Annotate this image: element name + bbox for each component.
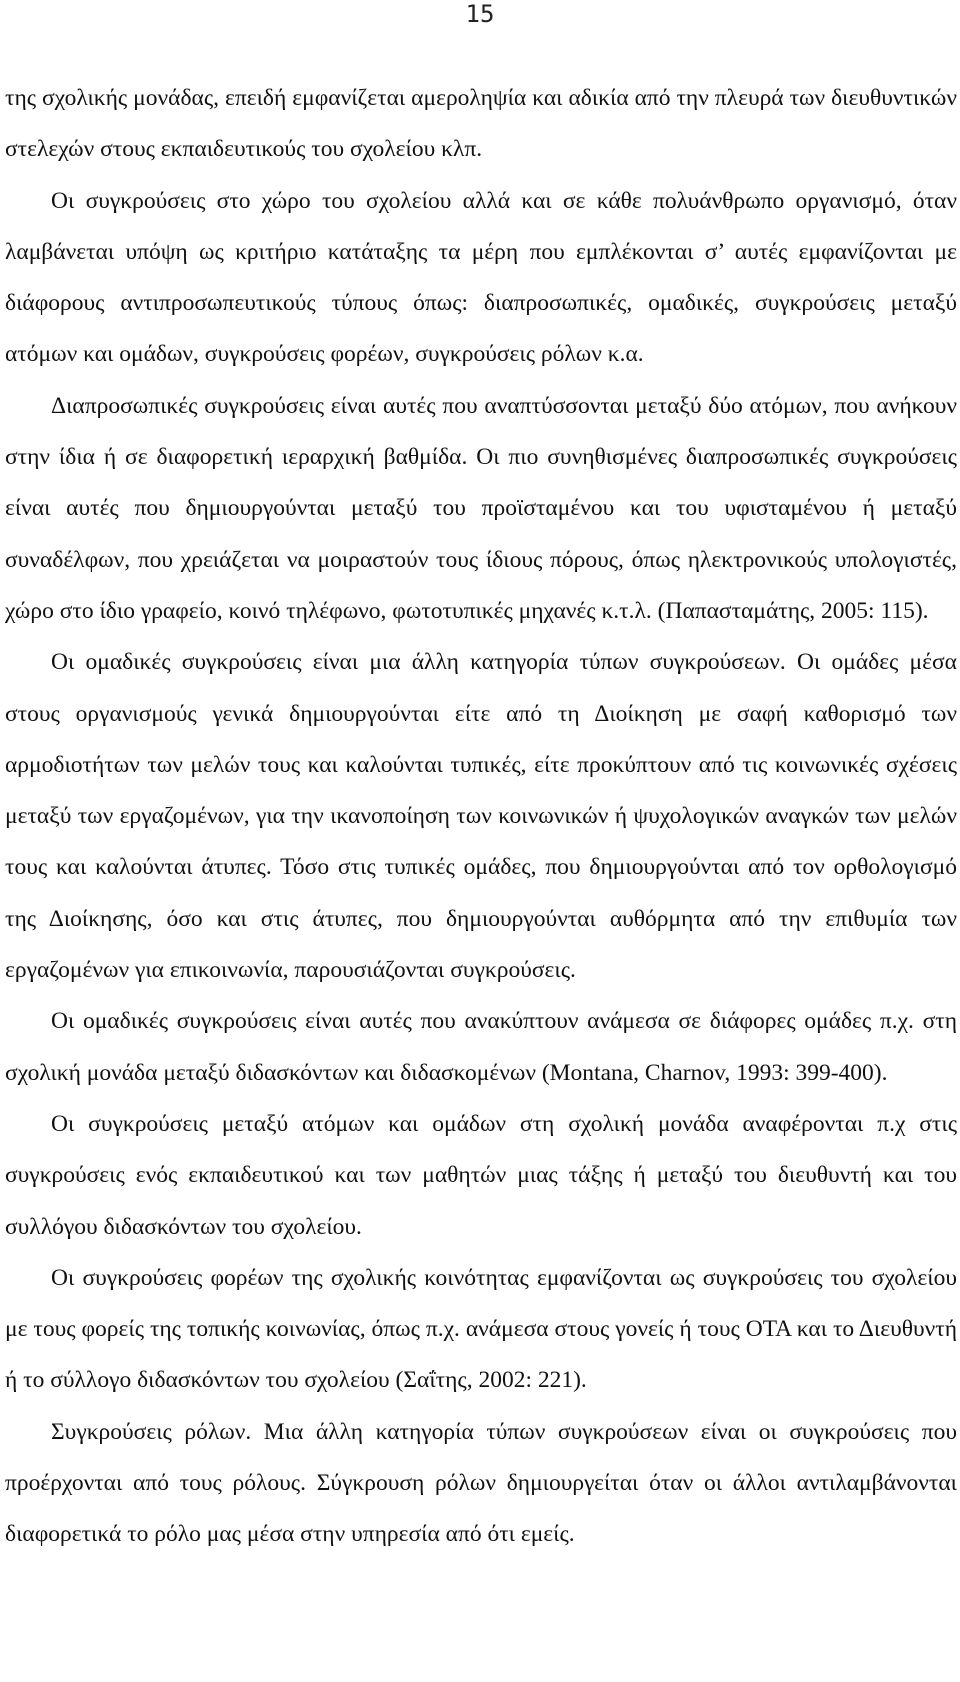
paragraph: Οι ομαδικές συγκρούσεις είναι αυτές που ανακύπτουν ανάμεσα σε διάφορες ομάδες π.χ. στη σχολική μονάδα μεταξύ διδασκόντων και διδασκομένων (Montana, Charnov, 1993: 399-400). [5, 1008, 957, 1086]
document-body [5, 73, 957, 1561]
paragraph: Οι συγκρούσεις φορέων της σχολικής κοινότητας εμφανίζονται ως συγκρούσεις του σχολείου με τους φορείς της τοπικής κοινωνίας, όπως π.χ. ανάμεσα στους γονείς ή τους ΟΤΑ και το Διευθυντή ή το σύλλογο διδασκόντων του σχολείου (Σαΐτης, 2002: 221). [5, 1264, 957, 1394]
page-number: 15 [465, 0, 495, 28]
paragraph: Οι συγκρούσεις στο χώρο του σχολείου αλλά και σε κάθε πολυάνθρωπο οργανισμό, όταν λαμβάνεται υπόψη ως κριτήριο κατάταξης τα μέρη που εμπλέκονται σ’ αυτές εμφανίζονται με διάφορους αντιπροσωπευτικούς τύπους όπως: διαπροσωπικές, ομαδικές, συγκρούσεις μεταξύ ατόμων και ομάδων, συγκρούσεις φορέων, συγκρούσεις ρόλων κ.α. [5, 187, 957, 368]
paragraph: της σχολικής μονάδας, επειδή εμφανίζεται αμεροληψία και αδικία από την πλευρά των διευθυντικών στελεχών στους εκπαιδευτικούς του σχολείου κλπ. [5, 85, 957, 163]
paragraph: Οι ομαδικές συγκρούσεις είναι μια άλλη κατηγορία τύπων συγκρούσεων. Οι ομάδες μέσα στους οργανισμούς γενικά δημιουργούνται είτε από τη Διοίκηση με σαφή καθορισμό των αρμοδιοτήτων των μελών τους και καλούνται τυπικές, είτε προκύπτουν από τις κοινωνικές σχέσεις μεταξύ των εργαζομένων, για την ικανοποίηση των κοινωνικών ή ψυχολογικών αναγκών των μελών τους και καλούνται άτυπες. Τόσο στις τυπικές ομάδες, που δημιουργούνται από τον ορθολογισμό της Διοίκησης, όσο και στις άτυπες, που δημιουργούνται αυθόρμητα από την επιθυμία των εργαζομένων για επικοινωνία, παρουσιάζονται συγκρούσεις. [5, 649, 957, 984]
paragraph: Συγκρούσεις ρόλων. Μια άλλη κατηγορία τύπων συγκρούσεων είναι οι συγκρούσεις που προέρχονται από τους ρόλους. Σύγκρουση ρόλων δημιουργείται όταν οι άλλοι αντιλαμβάνονται διαφορετικά το ρόλο μας μέσα στην υπηρεσία από ότι εμείς. [5, 1418, 957, 1548]
paragraph: Οι συγκρούσεις μεταξύ ατόμων και ομάδων στη σχολική μονάδα αναφέρονται π.χ στις συγκρούσεις ενός εκπαιδευτικού και των μαθητών μιας τάξης ή μεταξύ του διευθυντή και του συλλόγου διδασκόντων του σχολείου. [5, 1110, 957, 1240]
paragraph: Διαπροσωπικές συγκρούσεις είναι αυτές που αναπτύσσονται μεταξύ δύο ατόμων, που ανήκουν στην ίδια ή σε διαφορετική ιεραρχική βαθμίδα. Οι πιο συνηθισμένες διαπροσωπικές συγκρούσεις είναι αυτές που δημιουργούνται μεταξύ του προϊσταμένου και του υφισταμένου ή μεταξύ συναδέλφων, που χρειάζεται να μοιραστούν τους ίδιους πόρους, όπως ηλεκτρονικούς υπολογιστές, χώρο στο ίδιο γραφείο, κοινό τηλέφωνο, φωτοτυπικές μηχανές κ.τ.λ. (Παπασταμάτης, 2005: 115). [5, 392, 957, 624]
